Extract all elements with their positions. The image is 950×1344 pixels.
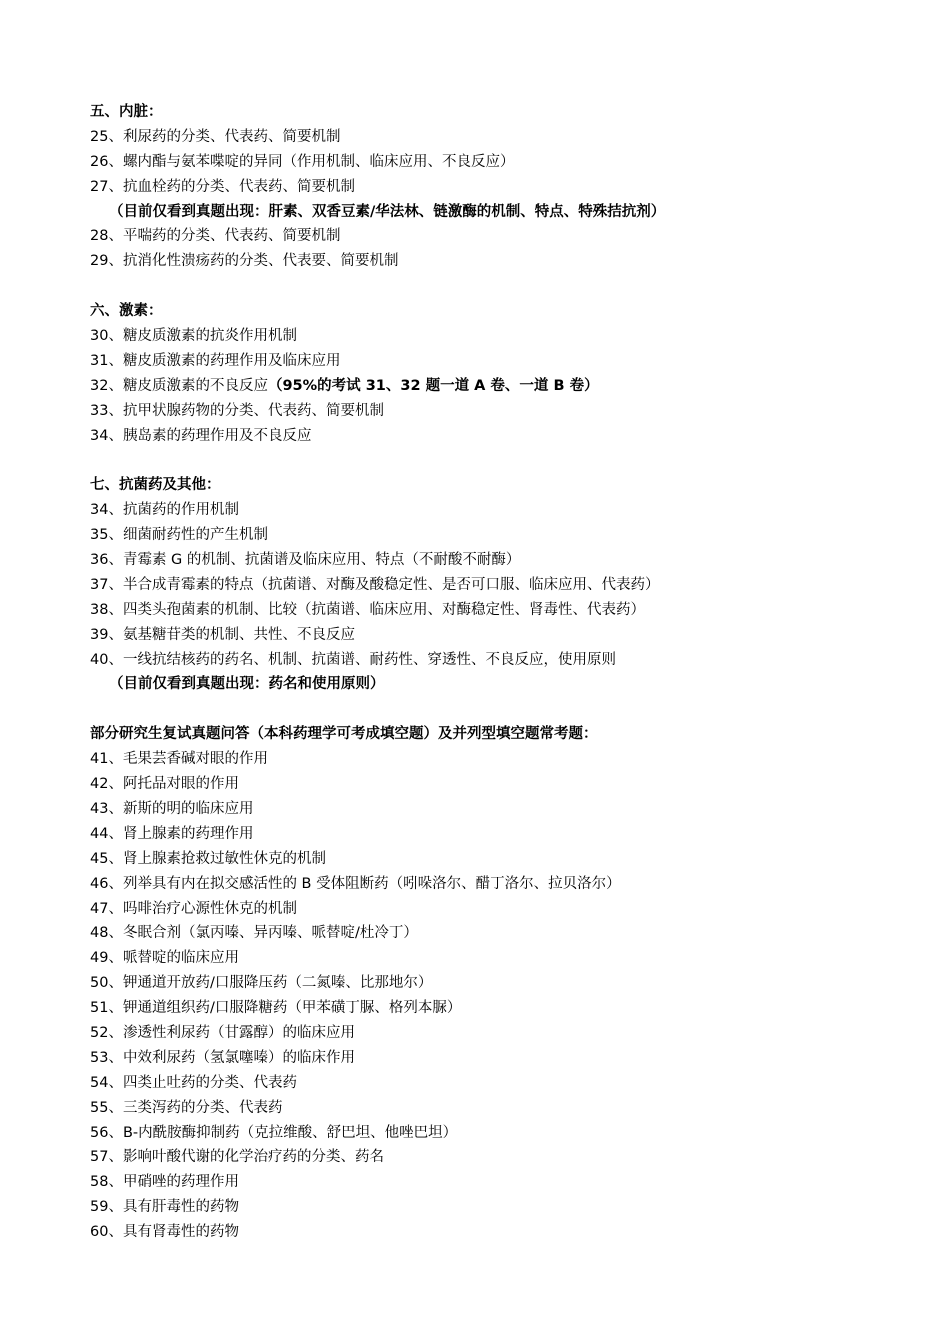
list-item: 34、胰岛素的药理作用及不良反应 [90,427,312,444]
list-item: 39、氨基糖苷类的机制、共性、不良反应 [90,626,355,643]
spacer [90,697,910,722]
list-item: 38、四类头孢菌素的机制、比较（抗菌谱、临床应用、对酶稳定性、肾毒性、代表药） [90,601,645,618]
list-item: 43、新斯的明的临床应用 [90,800,254,817]
list-item: 29、抗消化性溃疡药的分类、代表要、简要机制 [90,253,399,270]
list-item: 45、肾上腺素抢救过敏性休克的机制 [90,850,326,867]
exam-note: （目前仅看到真题出现：药名和使用原则） [109,676,385,693]
section-heading-visceral: 五、内脏： [90,104,163,120]
list-item: 26、螺内酯与氨苯喋啶的异同（作用机制、临床应用、不良反应） [90,153,515,170]
list-item: 53、中效利尿药（氢氯噻嗪）的临床作用 [90,1049,355,1066]
section-heading-hormones: 六、激素： [90,303,163,320]
list-item: 33、抗甲状腺药物的分类、代表药、简要机制 [90,402,384,419]
list-item: 36、青霉素 G 的机制、抗菌谱及临床应用、特点（不耐酸不耐酶） [90,552,521,569]
list-item: 46、列举具有内在拟交感活性的 B 受体阻断药（吲哚洛尔、醋丁洛尔、拉贝洛尔） [90,875,621,892]
list-item: 42、阿托品对眼的作用 [90,776,239,793]
list-item-text: 32、糖皮质激素的不良反应 [90,377,268,394]
list-item: 49、哌替啶的临床应用 [90,950,239,967]
spacer [90,274,910,299]
list-item: 25、利尿药的分类、代表药、简要机制 [90,128,341,145]
document-page [90,100,910,1245]
section-heading-antibacterials: 七、抗菌药及其他： [90,477,221,494]
spacer [90,448,910,473]
list-item: 50、钾通道开放药/口服降压药（二氮嗪、比那地尔） [90,975,433,992]
list-item: 35、细菌耐药性的产生机制 [90,527,268,544]
list-item: 41、毛果芸香碱对眼的作用 [90,751,268,768]
list-item: 37、半合成青霉素的特点（抗菌谱、对酶及酸稳定性、是否可口服、临床应用、代表药） [90,576,660,593]
list-item: 58、甲硝唑的药理作用 [90,1174,239,1191]
list-item: 34、抗菌药的作用机制 [90,502,239,519]
exam-note: （目前仅看到真题出现：肝素、双香豆素/华法林、链激酶的机制、特点、特殊拮抗剂） [109,203,666,220]
list-item: 48、冬眠合剂（氯丙嗪、异丙嗪、哌替啶/杜冷丁） [90,925,418,942]
list-item: 44、肾上腺素的药理作用 [90,825,254,842]
list-item: 27、抗血栓药的分类、代表药、简要机制 [90,178,355,195]
list-item: 51、钾通道组织药/口服降糖药（甲苯磺丁脲、格列本脲） [90,1000,462,1017]
list-item: 30、糖皮质激素的抗炎作用机制 [90,328,297,345]
list-item: 28、平喘药的分类、代表药、简要机制 [90,228,341,245]
list-item: 31、糖皮质激素的药理作用及临床应用 [90,352,341,369]
section-heading-exam-questions: 部分研究生复试真题问答（本科药理学可考成填空题）及并列型填空题常考题： [90,726,598,743]
exam-note-inline: （95%的考试 31、32 题一道 A 卷、一道 B 卷） [267,377,599,394]
list-item: 56、B-内酰胺酶抑制药（克拉维酸、舒巴坦、他唑巴坦） [90,1124,458,1141]
list-item: 40、一线抗结核药的药名、机制、抗菌谱、耐药性、穿透性、不良反应，使用原则 [90,651,616,668]
list-item [90,374,910,399]
list-item: 47、吗啡治疗心源性休克的机制 [90,900,297,917]
list-item: 55、三类泻药的分类、代表药 [90,1099,283,1116]
list-item: 54、四类止吐药的分类、代表药 [90,1074,297,1091]
list-item: 52、渗透性利尿药（甘露醇）的临床应用 [90,1024,355,1041]
list-item: 60、具有肾毒性的药物 [90,1224,239,1241]
list-item: 59、具有肝毒性的药物 [90,1199,239,1216]
list-item: 57、影响叶酸代谢的化学治疗药的分类、药名 [90,1149,384,1166]
